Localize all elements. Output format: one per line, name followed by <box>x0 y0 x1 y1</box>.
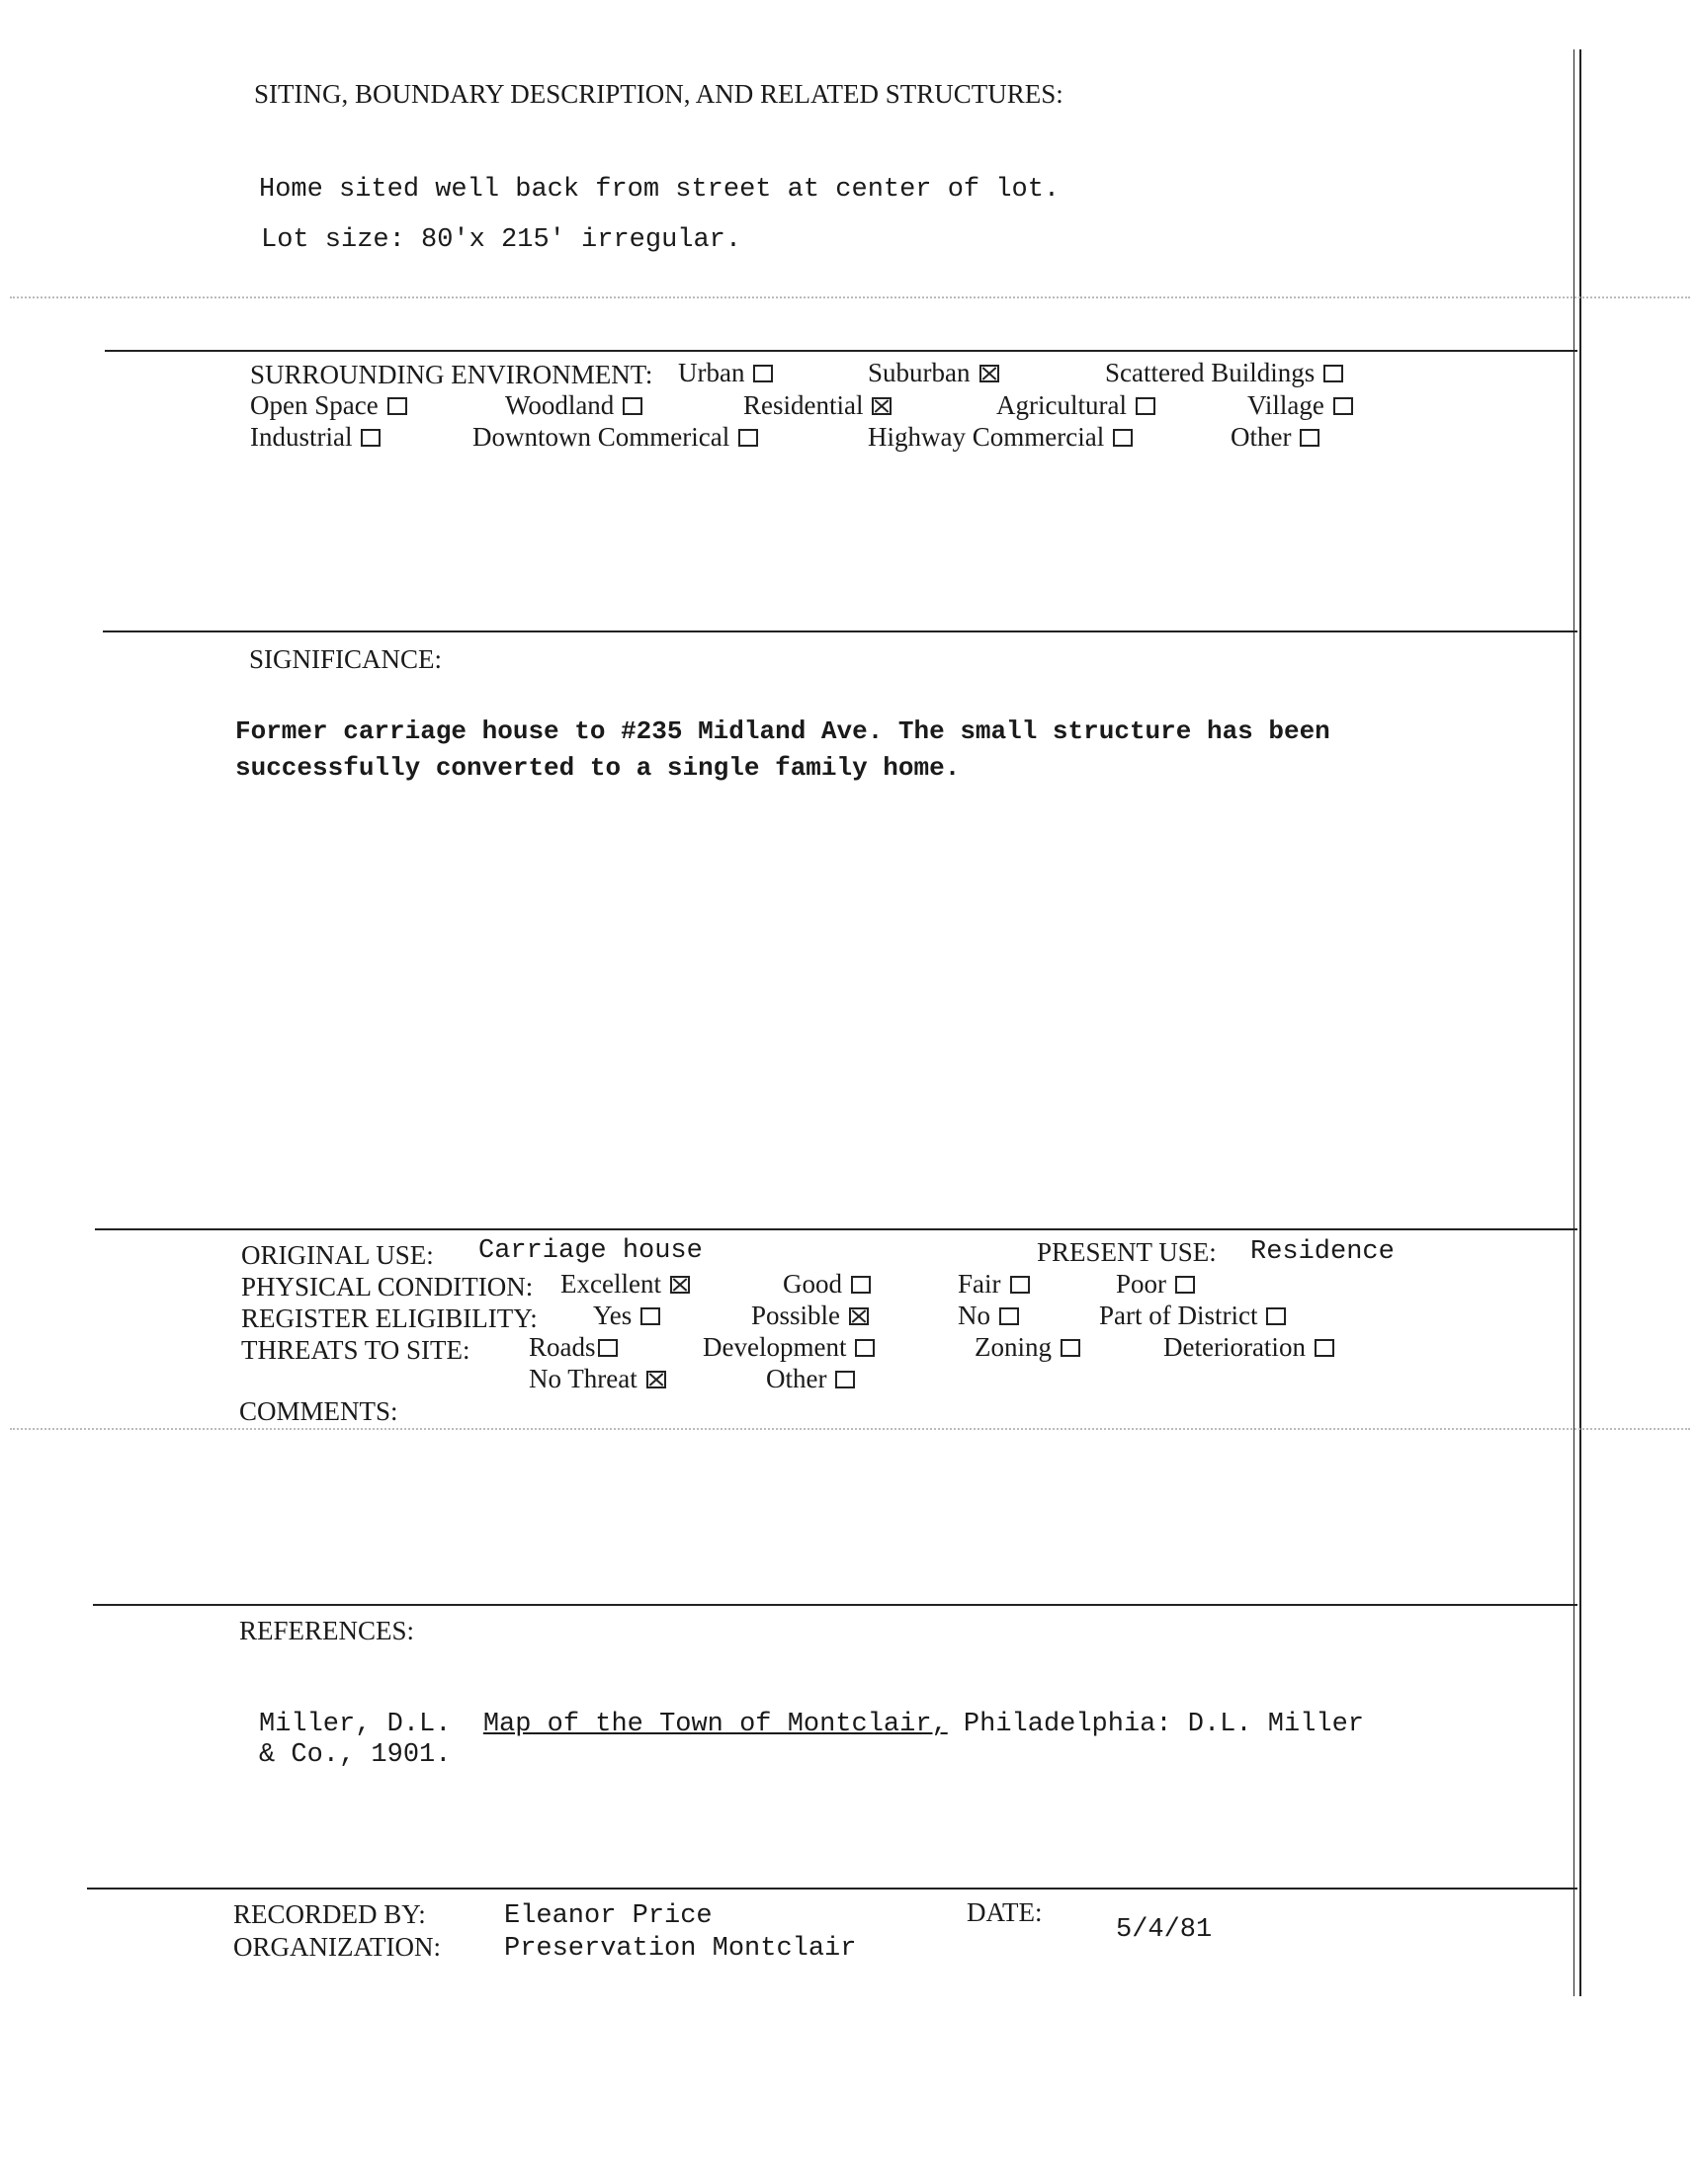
env-village-checkbox[interactable] <box>1333 397 1353 415</box>
env-suburban-option[interactable] <box>868 358 999 388</box>
cond-excellent-option[interactable] <box>560 1269 690 1300</box>
threat-zoning-label: Zoning <box>975 1332 1052 1362</box>
cond-good-label: Good <box>783 1269 842 1299</box>
divider-line <box>87 1888 1577 1890</box>
siting-description: Home sited well back from street at center of lot. <box>259 175 1061 205</box>
organization-label: ORGANIZATION: <box>233 1932 441 1962</box>
env-scattered-checkbox[interactable] <box>1323 365 1343 382</box>
env-agricultural-option[interactable] <box>996 390 1155 421</box>
env-urban-checkbox[interactable] <box>753 365 773 382</box>
env-woodland-label: Woodland <box>505 390 615 420</box>
env-residential-label: Residential <box>743 390 864 420</box>
env-downtown-checkbox[interactable] <box>738 429 758 447</box>
scan-artifact-line <box>10 296 1690 299</box>
env-scattered-option[interactable] <box>1105 358 1343 388</box>
env-urban-label: Urban <box>678 358 745 387</box>
reference-line1 <box>259 1710 1364 1739</box>
divider-line <box>105 350 1577 352</box>
threat-zoning-option[interactable] <box>975 1332 1080 1363</box>
env-urban-option[interactable] <box>678 358 773 388</box>
threat-roads-label: Roads <box>529 1332 596 1362</box>
env-openspace-label: Open Space <box>250 390 379 420</box>
elig-yes-label: Yes <box>593 1301 633 1330</box>
threat-roads-option[interactable] <box>529 1332 618 1363</box>
cond-fair-option[interactable] <box>958 1269 1030 1300</box>
divider-line <box>103 630 1577 632</box>
elig-no-option[interactable] <box>958 1301 1019 1331</box>
env-woodland-checkbox[interactable] <box>623 397 642 415</box>
env-village-option[interactable] <box>1247 390 1353 421</box>
env-industrial-label: Industrial <box>250 422 353 452</box>
env-downtown-option[interactable] <box>472 422 758 453</box>
env-residential-checkbox[interactable] <box>872 397 892 415</box>
significance-heading: SIGNIFICANCE: <box>249 644 443 674</box>
condition-heading: PHYSICAL CONDITION: <box>241 1272 534 1302</box>
env-openspace-option[interactable] <box>250 390 407 421</box>
env-openspace-checkbox[interactable] <box>387 397 407 415</box>
original-use-label: ORIGINAL USE: <box>241 1240 434 1270</box>
cond-poor-label: Poor <box>1116 1269 1167 1299</box>
env-suburban-checkbox[interactable] <box>979 365 999 382</box>
env-industrial-option[interactable] <box>250 422 381 453</box>
elig-district-option[interactable] <box>1099 1301 1286 1331</box>
threat-deterioration-option[interactable] <box>1163 1332 1334 1363</box>
cond-fair-checkbox[interactable] <box>1010 1276 1030 1294</box>
elig-district-checkbox[interactable] <box>1266 1307 1286 1325</box>
env-suburban-label: Suburban <box>868 358 971 387</box>
elig-possible-option[interactable] <box>751 1301 869 1331</box>
env-downtown-label: Downtown Commerical <box>472 422 730 452</box>
env-other-option[interactable] <box>1231 422 1319 453</box>
cond-poor-option[interactable] <box>1116 1269 1195 1300</box>
original-use-value: Carriage house <box>478 1236 703 1266</box>
date-value: 5/4/81 <box>1116 1915 1213 1945</box>
elig-yes-checkbox[interactable] <box>640 1307 660 1325</box>
cond-good-checkbox[interactable] <box>851 1276 871 1294</box>
divider-line <box>95 1228 1577 1230</box>
present-use-label: PRESENT USE: <box>1037 1237 1217 1267</box>
threat-nothreat-option[interactable] <box>529 1364 666 1394</box>
eligibility-heading: REGISTER ELIGIBILITY: <box>241 1303 538 1333</box>
threat-deterioration-label: Deterioration <box>1163 1332 1306 1362</box>
env-highway-checkbox[interactable] <box>1113 429 1133 447</box>
elig-yes-option[interactable] <box>593 1301 660 1331</box>
threat-other-checkbox[interactable] <box>835 1371 855 1388</box>
lot-size: Lot size: 80'x 215' irregular. <box>261 225 742 255</box>
threat-development-option[interactable] <box>703 1332 875 1363</box>
cond-good-option[interactable] <box>783 1269 871 1300</box>
cond-excellent-label: Excellent <box>560 1269 661 1299</box>
elig-possible-label: Possible <box>751 1301 841 1330</box>
date-label: DATE: <box>967 1897 1043 1927</box>
env-highway-label: Highway Commercial <box>868 422 1105 452</box>
significance-text-line2: successfully converted to a single family home. <box>235 753 961 783</box>
threat-deterioration-checkbox[interactable] <box>1315 1339 1334 1357</box>
reference-title: Map of the Town of Montclair, <box>482 1710 948 1739</box>
env-agricultural-label: Agricultural <box>996 390 1127 420</box>
threat-other-option[interactable] <box>766 1364 855 1394</box>
env-other-label: Other <box>1231 422 1292 452</box>
env-industrial-checkbox[interactable] <box>361 429 381 447</box>
env-scattered-label: Scattered Buildings <box>1105 358 1316 387</box>
threat-nothreat-label: No Threat <box>529 1364 638 1393</box>
cond-excellent-checkbox[interactable] <box>670 1276 690 1294</box>
cond-poor-checkbox[interactable] <box>1175 1276 1195 1294</box>
threat-development-label: Development <box>703 1332 847 1362</box>
threat-development-checkbox[interactable] <box>855 1339 875 1357</box>
threat-zoning-checkbox[interactable] <box>1061 1339 1080 1357</box>
threat-other-label: Other <box>766 1364 827 1393</box>
right-border-line-inner <box>1573 49 1574 1996</box>
elig-possible-checkbox[interactable] <box>849 1307 869 1325</box>
elig-no-label: No <box>958 1301 990 1330</box>
env-woodland-option[interactable] <box>505 390 642 421</box>
recorded-by-label: RECORDED BY: <box>233 1899 426 1929</box>
env-residential-option[interactable] <box>743 390 892 421</box>
right-border-line <box>1579 49 1581 1996</box>
environment-heading: SURROUNDING ENVIRONMENT: <box>250 360 653 389</box>
siting-heading: SITING, BOUNDARY DESCRIPTION, AND RELATED STRUCTURES: <box>254 79 1063 109</box>
comments-heading: COMMENTS: <box>239 1396 398 1426</box>
threat-roads-checkbox[interactable] <box>598 1339 618 1357</box>
threats-heading: THREATS TO SITE: <box>241 1335 470 1365</box>
recorded-by-value: Eleanor Price <box>504 1901 713 1931</box>
env-agricultural-checkbox[interactable] <box>1136 397 1155 415</box>
threat-nothreat-checkbox[interactable] <box>646 1371 666 1388</box>
present-use-value: Residence <box>1250 1237 1395 1267</box>
organization-value: Preservation Montclair <box>504 1934 857 1964</box>
divider-line <box>93 1604 1577 1606</box>
elig-district-label: Part of District <box>1099 1301 1258 1330</box>
cond-fair-label: Fair <box>958 1269 1001 1299</box>
scan-artifact-line <box>10 1428 1690 1431</box>
elig-no-checkbox[interactable] <box>999 1307 1019 1325</box>
references-heading: REFERENCES: <box>239 1616 415 1645</box>
reference-author: Miller, D.L. <box>259 1710 452 1739</box>
env-highway-option[interactable] <box>868 422 1133 453</box>
env-village-label: Village <box>1247 390 1324 420</box>
significance-text-line1: Former carriage house to #235 Midland Ave. The small structure has been <box>235 716 1330 746</box>
reference-publisher: Philadelphia: D.L. Miller <box>947 1710 1365 1739</box>
reference-line2: & Co., 1901. <box>259 1740 452 1770</box>
env-other-checkbox[interactable] <box>1300 429 1319 447</box>
